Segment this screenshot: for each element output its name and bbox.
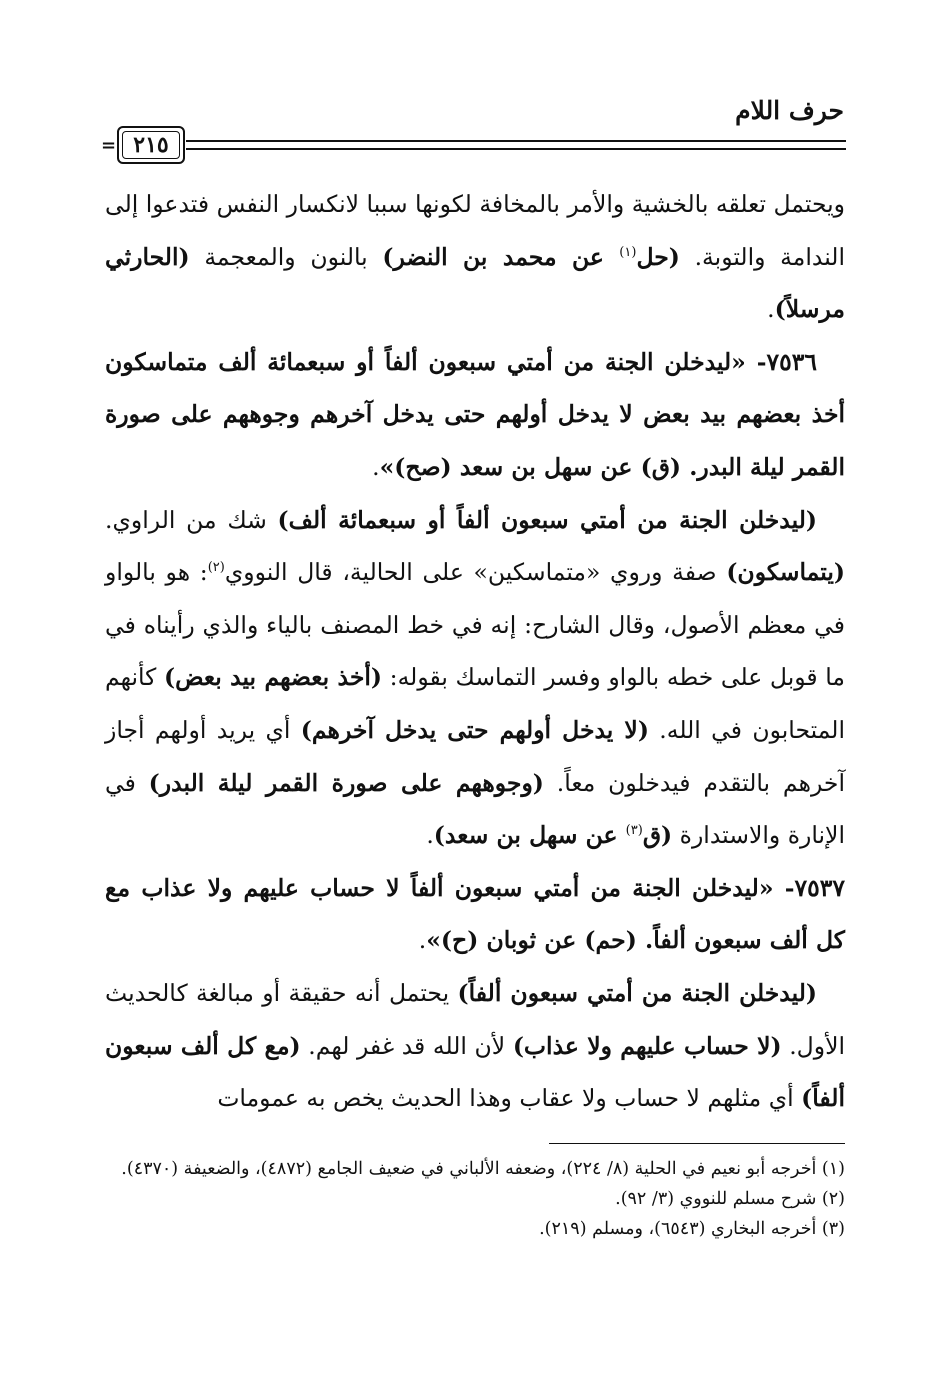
bold-run: (لا حساب عليهم ولا عذاب) xyxy=(512,1031,782,1060)
bold-run: (مع كل ألف سبعون ألفاً) xyxy=(105,1031,845,1113)
header-edge-mark: = xyxy=(101,135,117,156)
bold-run: (لا يدخل أولهم حتى يدخل آخرهم) xyxy=(300,715,649,744)
paragraph-1 xyxy=(105,178,845,336)
commentary-7537 xyxy=(105,967,845,1125)
bold-run: عن سهل بن سعد) xyxy=(433,821,626,850)
text-run: صفة وروي «متماسكين» على الحالية، قال النووي xyxy=(224,558,727,587)
hadith-7537 xyxy=(105,862,845,967)
footnotes xyxy=(105,1154,845,1244)
text-run: شك من الراوي. xyxy=(105,505,278,534)
hadith-text: ٧٥٣٦- «ليدخلن الجنة من أمتي سبعون ألفاً أو سبعمائة ألف متماسكون أخذ بعضهم بيد بعض لا يدخل أولهم حتى يدخل آخرهم وجوههم على صورة القمر ليلة البدر. (ق) عن سهل بن سعد (صح)» xyxy=(105,347,845,481)
bold-run: (أخذ بعضهم بيد بعض) xyxy=(164,663,383,692)
text-run: ويحتمل تعلقه بالخشية والأمر بالمخافة لكونها سببا لانكسار النفس فتدعوا إلى الندامة والتوبة. xyxy=(105,190,845,271)
bold-run: (ق xyxy=(642,821,673,850)
main-text xyxy=(105,178,845,1125)
text-run: . xyxy=(418,926,427,955)
header-double-rule xyxy=(186,140,846,150)
bold-run: (يتماسكون) xyxy=(726,558,845,587)
bold-run: (حل xyxy=(636,242,680,271)
footnote-3: (٣) أخرجه البخاري (٦٥٤٣)، ومسلم (٢١٩). xyxy=(539,1219,845,1239)
bold-run: (وجوههم على صورة القمر ليلة البدر) xyxy=(148,768,544,797)
text-run: في الإنارة والاستدارة xyxy=(105,768,845,850)
page-number: ٢١٥ xyxy=(117,126,185,164)
commentary-7536 xyxy=(105,494,845,862)
footnote-separator xyxy=(549,1143,845,1144)
text-run: أي يريد أولهم أجاز آخرهم بالتقدم فيدخلون معاً. xyxy=(105,715,845,797)
text-run: . xyxy=(372,452,380,481)
text-run: أي مثلهم لا حساب ولا عقاب وهذا الحديث يخص به عمومات xyxy=(217,1084,802,1113)
text-run: بالنون والمعجمة xyxy=(189,242,383,271)
hadith-text: ٧٥٣٧- «ليدخلن الجنة من أمتي سبعون ألفاً لا حساب عليهم ولا عذاب مع كل ألف سبعون ألفاً. (حم) عن ثوبان (ح)» xyxy=(105,873,845,955)
bold-run: (ليدخلن الجنة من أمتي سبعون ألفاً أو سبعمائة ألف) xyxy=(277,505,818,534)
bold-run: (الحارثي مرسلاً) xyxy=(105,242,845,324)
text-run: كأنهم المتحابون في الله. xyxy=(105,663,845,744)
running-header-title: حرف اللام xyxy=(735,96,844,125)
footnote-reference: (٣) xyxy=(625,823,643,839)
text-run: : هو بالواو في معظم الأصول، وقال الشارح: إنه في خط المصنف بالياء والذي رأيناه في ما قوبل على خطه بالواو وفسر التماسك بقوله: xyxy=(105,558,845,692)
hadith-7536 xyxy=(105,336,845,494)
footnote-reference: (١) xyxy=(619,244,637,260)
text-run: . xyxy=(426,821,434,850)
text-run: يحتمل أنه حقيقة أو مبالغة كالحديث الأول. xyxy=(105,978,846,1060)
text-run: لأن الله قد غفر لهم. xyxy=(300,1031,513,1060)
bold-run: عن محمد بن النضر) xyxy=(382,242,620,271)
bold-run: (ليدخلن الجنة من أمتي سبعون ألفاً) xyxy=(457,978,817,1007)
footnote-1: (١) أخرجه أبو نعيم في الحلية (٨/ ٢٢٤)، وضعفه الألباني في ضعيف الجامع (٤٨٧٢)، والضعيفة (٤٣٧٠). xyxy=(121,1159,845,1179)
footnote-2: (٢) شرح مسلم للنووي (٣/ ٩٢). xyxy=(615,1189,845,1209)
text-run: . xyxy=(767,295,775,324)
footnote-reference: (٢) xyxy=(207,560,225,576)
